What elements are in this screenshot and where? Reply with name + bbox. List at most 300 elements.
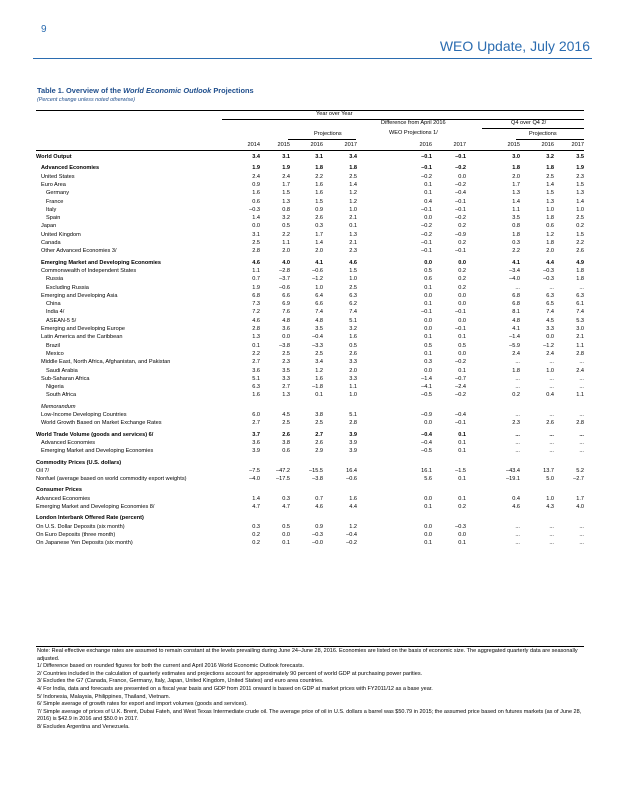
table-notes — [37, 648, 585, 732]
table-note: 6/ Simple average of growth rates for export and import volumes (goods and services). — [37, 701, 248, 708]
table-cell: 0.1 — [252, 342, 260, 349]
table-cell: 1.4 — [576, 198, 584, 205]
table-cell: 4.6 — [252, 259, 260, 266]
table-cell: 2.3 — [512, 420, 520, 427]
table-cell: 6.8 — [252, 292, 260, 299]
header-difference-1: Difference from April 2016 — [381, 120, 446, 126]
table-cell: 6.8 — [512, 292, 520, 299]
row-label: Memorandum — [41, 403, 76, 410]
table-cell: 0.0 — [546, 334, 554, 341]
table-cell: 3.6 — [252, 439, 260, 446]
table-row — [36, 189, 584, 197]
table-cell: 6.3 — [349, 292, 357, 299]
table-cell: 4.7 — [282, 504, 290, 510]
year-header: 2016 — [541, 142, 554, 148]
table-cell: 2.5 — [349, 284, 357, 291]
table-cell: 0.1 — [424, 540, 432, 547]
table-cell: ... — [549, 359, 554, 366]
table-row — [36, 239, 584, 247]
table-cell: 3.8 — [315, 412, 323, 418]
row-label: Nonfuel (average based on world commodity export weights) — [36, 476, 187, 483]
table-note: 2/ Countries included in the calculation of quarterly estimates and projections account for approximately 90 percent of world GDP at purchasing power parities. — [37, 670, 423, 677]
table-cell: 0.0 — [424, 495, 432, 502]
table-title — [37, 86, 254, 95]
table-cell: –19.1 — [506, 476, 520, 483]
row-label: Emerging and Developing Asia — [41, 292, 118, 299]
table-cell: –3.7 — [279, 276, 290, 283]
table-cell: 1.2 — [315, 367, 323, 374]
table-row — [36, 214, 584, 222]
table-cell: 0.2 — [252, 540, 260, 547]
table-cell: –0.0 — [312, 540, 323, 547]
table-cell: –1.4 — [421, 375, 432, 382]
table-cell: ... — [579, 531, 584, 538]
table-note: 1/ Difference based on rounded figures for both the current and April 2016 World Economic Outlook forecasts. — [37, 663, 305, 670]
table-cell: 0.0 — [252, 223, 260, 230]
table-cell: 2.9 — [315, 448, 323, 455]
table-cell: –4.1 — [421, 384, 432, 391]
table-note: 7/ Simple average of prices of U.K. Brent, Dubai Fateh, and West Texas Intermediate crude oil. The average price of oil in U.S. dollars a barrel was $50.79 in 2015; the assumed price based on futures markets (as of June 28, 2016) is $42.9 in 2016 and $50.0 in 2017. — [37, 708, 582, 723]
row-label: Germany — [46, 190, 70, 197]
table-cell: 2.7 — [252, 359, 260, 366]
table-cell: 0.2 — [576, 223, 584, 230]
table-row — [36, 231, 584, 239]
header-bottom-rule — [36, 150, 584, 151]
table-cell: –0.3 — [455, 523, 466, 530]
title-prefix: Table 1. Overview of the — [37, 86, 124, 95]
header-top-rule — [36, 110, 584, 111]
table-row — [36, 342, 584, 350]
table-cell: 0.1 — [424, 334, 432, 341]
table-cell: –15.5 — [309, 467, 323, 474]
header-q4-rule — [482, 128, 584, 129]
table-cell: 0.3 — [424, 359, 432, 366]
row-label: Advanced Economies — [36, 495, 91, 502]
table-cell: 4.8 — [315, 317, 323, 324]
table-cell: 3.9 — [349, 439, 357, 446]
table-cell: 7.3 — [252, 301, 260, 308]
table-cell: 3.0 — [512, 154, 520, 160]
table-cell: ... — [549, 540, 554, 547]
table-cell: 0.0 — [458, 301, 466, 308]
table-cell: –0.5 — [421, 392, 432, 399]
table-cell: –2.7 — [573, 476, 584, 483]
table-cell: 6.2 — [349, 301, 357, 308]
table-cell: 6.8 — [512, 301, 520, 308]
table-row — [36, 222, 584, 230]
table-cell: 1.4 — [315, 240, 323, 246]
table-cell: –47.2 — [276, 467, 290, 474]
table-cell: 7.6 — [282, 309, 290, 316]
table-cell: –1.2 — [543, 342, 554, 349]
table-cell: 1.6 — [252, 392, 260, 399]
table-cell: 3.3 — [349, 359, 357, 366]
table-cell: 2.4 — [576, 367, 584, 374]
table-cell: ... — [579, 448, 584, 455]
table-cell: 2.0 — [282, 248, 290, 255]
table-cell: –7.5 — [249, 467, 260, 474]
year-header: 2015 — [277, 142, 290, 148]
table-cell: ... — [515, 448, 520, 455]
row-label: On Japanese Yen Deposits (six month) — [36, 540, 133, 547]
table-cell: 3.4 — [315, 359, 323, 366]
table-cell: 0.2 — [458, 223, 466, 230]
table-cell: 2.6 — [282, 431, 290, 438]
table-row — [36, 317, 584, 325]
table-row — [36, 206, 584, 214]
table-cell: 0.0 — [458, 173, 466, 180]
table-cell: –4.0 — [509, 276, 520, 283]
table-cell: 1.8 — [315, 165, 323, 172]
table-cell: 1.1 — [252, 267, 260, 274]
table-cell: 3.5 — [315, 326, 323, 332]
year-header: 2015 — [507, 142, 520, 148]
table-cell: 1.8 — [576, 276, 584, 283]
table-cell: 0.0 — [424, 531, 432, 538]
table-cell: 0.0 — [424, 523, 432, 530]
table-cell: 0.5 — [282, 523, 290, 530]
row-label: Commonwealth of Independent States — [41, 267, 137, 274]
row-label: Canada — [41, 240, 61, 246]
table-cell: ... — [515, 523, 520, 530]
table-cell: 0.1 — [424, 284, 432, 291]
table-cell: ... — [515, 384, 520, 391]
table-cell: 1.5 — [576, 231, 584, 238]
table-row — [36, 173, 584, 181]
table-cell: 0.8 — [282, 206, 290, 213]
table-cell: 16.4 — [346, 467, 357, 474]
table-cell: 2.5 — [282, 350, 290, 357]
table-row — [36, 181, 584, 189]
table-cell: –0.3 — [543, 267, 554, 274]
table-cell: 0.1 — [458, 439, 466, 446]
table-cell: 2.0 — [315, 248, 323, 255]
table-cell: 0.5 — [349, 342, 357, 349]
row-label: On Euro Deposits (three month) — [36, 531, 116, 538]
table-cell: 6.1 — [576, 301, 584, 308]
table-cell: ... — [579, 540, 584, 547]
table-cell: 0.0 — [424, 317, 432, 324]
table-cell: 0.1 — [458, 334, 466, 341]
year-header: 2014 — [247, 142, 260, 148]
table-cell: –0.1 — [421, 206, 432, 213]
table-cell: 3.5 — [576, 154, 584, 160]
table-cell: 3.3 — [546, 326, 554, 332]
table-cell: –0.6 — [279, 284, 290, 291]
table-row — [36, 267, 584, 275]
table-cell: 1.0 — [546, 495, 554, 502]
table-cell: 3.2 — [282, 215, 290, 222]
table-cell: 0.0 — [458, 292, 466, 299]
table-cell: 0.9 — [315, 206, 323, 213]
row-label: Consumer Prices — [36, 487, 83, 494]
table-cell: 4.6 — [349, 259, 357, 266]
table-cell: –1.5 — [455, 467, 466, 474]
table-cell: 6.3 — [252, 384, 260, 391]
table-cell: ... — [515, 375, 520, 382]
table-cell: –0.4 — [455, 190, 466, 197]
table-cell: 0.1 — [349, 223, 357, 230]
table-row — [36, 275, 584, 283]
table-cell: 1.3 — [349, 231, 357, 238]
table-row — [36, 259, 584, 267]
table-cell: 1.9 — [576, 165, 584, 172]
table-cell: 1.2 — [349, 190, 357, 197]
table-cell: 1.0 — [546, 367, 554, 374]
table-cell: ... — [579, 412, 584, 418]
table-note: 3/ Excludes the G7 (Canada, France, Germany, Italy, Japan, United Kingdom, United States) and euro area countries. — [37, 678, 324, 685]
table-cell: 6.3 — [546, 292, 554, 299]
table-cell: ... — [549, 412, 554, 418]
table-cell: 2.0 — [546, 248, 554, 255]
table-cell: 0.0 — [424, 420, 432, 427]
table-cell: –2.8 — [279, 267, 290, 274]
table-cell: 6.4 — [315, 292, 323, 299]
row-label: Emerging Market and Developing Economies — [41, 259, 161, 266]
row-label: South Africa — [46, 392, 77, 399]
table-cell: 4.6 — [252, 317, 260, 324]
table-cell: 2.6 — [349, 350, 357, 357]
row-label: World Output — [36, 154, 72, 160]
table-cell: 1.4 — [546, 181, 554, 188]
title-suffix: Projections — [211, 86, 254, 95]
table-cell: 3.4 — [252, 154, 260, 160]
table-cell: 1.8 — [546, 240, 554, 246]
table-note: 8/ Excludes Argentina and Venezuela. — [37, 723, 130, 730]
table-cell: 2.3 — [576, 173, 584, 180]
table-cell: –0.7 — [455, 375, 466, 382]
row-label: Low-Income Developing Countries — [41, 412, 127, 418]
table-cell: 1.6 — [315, 375, 323, 382]
table-cell: ... — [515, 359, 520, 366]
table-cell: 6.6 — [282, 292, 290, 299]
table-cell: 1.8 — [512, 231, 520, 238]
table-cell: –0.2 — [455, 165, 466, 172]
table-cell: 6.5 — [546, 301, 554, 308]
table-cell: ... — [579, 431, 584, 438]
table-cell: –0.1 — [455, 326, 466, 332]
row-label: Excluding Russia — [46, 284, 89, 291]
table-row — [36, 459, 584, 467]
table-cell: 0.0 — [282, 334, 290, 341]
table-cell: –0.4 — [346, 531, 357, 538]
table-cell: 0.1 — [282, 540, 290, 547]
year-header: 2016 — [419, 142, 432, 148]
table-cell: 2.1 — [349, 240, 357, 246]
table-cell: –17.5 — [276, 476, 290, 483]
page-number: 9 — [41, 24, 47, 35]
table-cell: 0.3 — [315, 223, 323, 230]
table-cell: –3.8 — [279, 342, 290, 349]
table-cell: 1.3 — [512, 190, 520, 197]
table-cell: 2.0 — [512, 173, 520, 180]
table-cell: 1.8 — [546, 215, 554, 222]
table-cell: 0.0 — [458, 317, 466, 324]
row-label: Other Advanced Economies 3/ — [41, 248, 117, 255]
table-cell: 5.1 — [349, 317, 357, 324]
table-cell: 0.6 — [546, 223, 554, 230]
table-cell: 2.7 — [315, 431, 323, 438]
table-cell: 1.3 — [282, 198, 290, 205]
table-cell: 1.2 — [349, 523, 357, 530]
table-cell: 0.2 — [512, 392, 520, 399]
table-cell: 2.4 — [282, 173, 290, 180]
table-cell: –0.3 — [249, 206, 260, 213]
table-cell: 7.4 — [576, 309, 584, 316]
table-cell: 1.7 — [315, 231, 323, 238]
table-cell: –0.2 — [421, 223, 432, 230]
table-cell: ... — [549, 431, 554, 438]
table-cell: 1.7 — [576, 495, 584, 502]
table-cell: 4.7 — [252, 504, 260, 510]
year-header: 2016 — [310, 142, 323, 148]
table-cell: 2.4 — [512, 350, 520, 357]
table-cell: 2.5 — [315, 420, 323, 427]
table-cell: 2.6 — [315, 215, 323, 222]
table-cell: 3.6 — [282, 326, 290, 332]
table-cell: 4.4 — [349, 504, 357, 510]
row-label: World Growth Based on Market Exchange Rates — [41, 420, 162, 427]
table-row — [36, 292, 584, 300]
table-cell: –0.9 — [421, 412, 432, 418]
table-cell: 1.8 — [576, 267, 584, 274]
table-cell: 0.1 — [458, 476, 466, 483]
table-cell: 5.0 — [546, 476, 554, 483]
table-cell: 0.5 — [424, 267, 432, 274]
year-header: 2017 — [453, 142, 466, 148]
table-cell: 0.4 — [424, 198, 432, 205]
table-row — [36, 467, 584, 475]
table-row — [36, 419, 584, 427]
table-cell: 2.8 — [349, 420, 357, 427]
row-label: India 4/ — [46, 309, 65, 316]
table-cell: 1.3 — [252, 334, 260, 341]
table-cell: 2.8 — [576, 420, 584, 427]
table-cell: 2.2 — [315, 173, 323, 180]
table-cell: –43.4 — [506, 467, 520, 474]
table-row — [36, 367, 584, 375]
table-cell: 1.5 — [349, 267, 357, 274]
table-cell: –0.1 — [455, 154, 466, 160]
row-label: Mexico — [46, 350, 64, 357]
row-label: Emerging and Developing Europe — [41, 326, 125, 332]
row-label: Italy — [46, 206, 57, 213]
row-label: Emerging Market and Developing Economies 8/ — [36, 504, 155, 510]
table-cell: –0.2 — [455, 392, 466, 399]
table-cell: –3.4 — [509, 267, 520, 274]
table-cell: –1.8 — [312, 384, 323, 391]
table-cell: 1.1 — [282, 240, 290, 246]
table-row — [36, 431, 584, 439]
table-cell: 2.1 — [576, 334, 584, 341]
table-cell: 2.5 — [252, 240, 260, 246]
table-cell: 3.8 — [282, 439, 290, 446]
row-label: United States — [41, 173, 75, 180]
table-cell: –1.2 — [312, 276, 323, 283]
table-cell: 4.5 — [282, 412, 290, 418]
table-cell: 0.2 — [458, 267, 466, 274]
table-cell: ... — [549, 284, 554, 291]
table-cell: 3.0 — [576, 326, 584, 332]
table-cell: 4.0 — [576, 504, 584, 510]
table-cell: 6.9 — [282, 301, 290, 308]
header-projections-q4-rule — [516, 139, 584, 140]
table-cell: 5.2 — [576, 467, 584, 474]
table-cell: 1.4 — [349, 181, 357, 188]
table-cell: 4.3 — [546, 504, 554, 510]
table-cell: –0.4 — [455, 412, 466, 418]
row-label: Euro Area — [41, 181, 66, 188]
table-cell: 0.2 — [458, 504, 466, 510]
table-cell: 8.1 — [512, 309, 520, 316]
table-cell: 1.6 — [349, 495, 357, 502]
table-cell: 1.6 — [252, 190, 260, 197]
table-cell: 1.6 — [349, 334, 357, 341]
row-label: United Kingdom — [41, 231, 81, 238]
table-cell: 0.0 — [424, 215, 432, 222]
table-cell: 4.1 — [315, 259, 323, 266]
table-row — [36, 403, 584, 411]
table-cell: ... — [549, 448, 554, 455]
table-cell: 1.0 — [576, 206, 584, 213]
table-cell: 0.0 — [458, 259, 466, 266]
table-cell: 0.1 — [424, 504, 432, 510]
table-cell: 0.1 — [458, 367, 466, 374]
table-cell: 5.6 — [424, 476, 432, 483]
table-cell: 4.9 — [576, 259, 584, 266]
row-label: France — [46, 198, 64, 205]
table-row — [36, 503, 584, 511]
table-cell: –0.4 — [421, 439, 432, 446]
table-cell: 4.6 — [315, 504, 323, 510]
row-label: ASEAN-5 5/ — [46, 317, 77, 324]
table-cell: 7.4 — [349, 309, 357, 316]
table-row — [36, 325, 584, 333]
table-cell: 6.6 — [315, 301, 323, 308]
table-cell: ... — [549, 523, 554, 530]
table-cell: 1.4 — [512, 198, 520, 205]
table-cell: 16.1 — [421, 467, 432, 474]
table-cell: 1.7 — [282, 181, 290, 188]
table-cell: –0.1 — [421, 154, 432, 160]
header-difference-2: WEO Projections 1/ — [389, 130, 438, 136]
table-subtitle: (Percent change unless noted otherwise) — [37, 97, 135, 103]
table-cell: –1.4 — [509, 334, 520, 341]
row-label: Spain — [46, 215, 61, 222]
table-cell: 4.6 — [512, 504, 520, 510]
table-cell: 0.0 — [424, 367, 432, 374]
table-cell: 2.3 — [282, 359, 290, 366]
table-cell: –0.2 — [455, 215, 466, 222]
table-cell: 1.5 — [315, 198, 323, 205]
table-cell: 1.5 — [576, 181, 584, 188]
table-cell: –0.1 — [455, 198, 466, 205]
row-label: World Trade Volume (goods and services) 6/ — [36, 431, 154, 438]
table-row — [36, 284, 584, 292]
table-row — [36, 153, 584, 161]
table-cell: 3.1 — [252, 231, 260, 238]
row-label: Commodity Prices (U.S. dollars) — [36, 459, 122, 466]
table-row — [36, 495, 584, 503]
table-cell: 3.7 — [252, 431, 260, 438]
table-cell: 0.1 — [458, 448, 466, 455]
table-note: Note: Real effective exchange rates are assumed to remain constant at the levels prevailing during June 24–June 28, 2016. Economies are listed on the basis of economic size. The aggregated quarterly data are seasonally adjusted. — [37, 648, 578, 662]
table-cell: 0.1 — [424, 190, 432, 197]
table-cell: 4.1 — [512, 259, 520, 266]
table-cell: 2.1 — [349, 215, 357, 222]
table-cell: 1.6 — [315, 190, 323, 197]
table-cell: 1.9 — [252, 284, 260, 291]
